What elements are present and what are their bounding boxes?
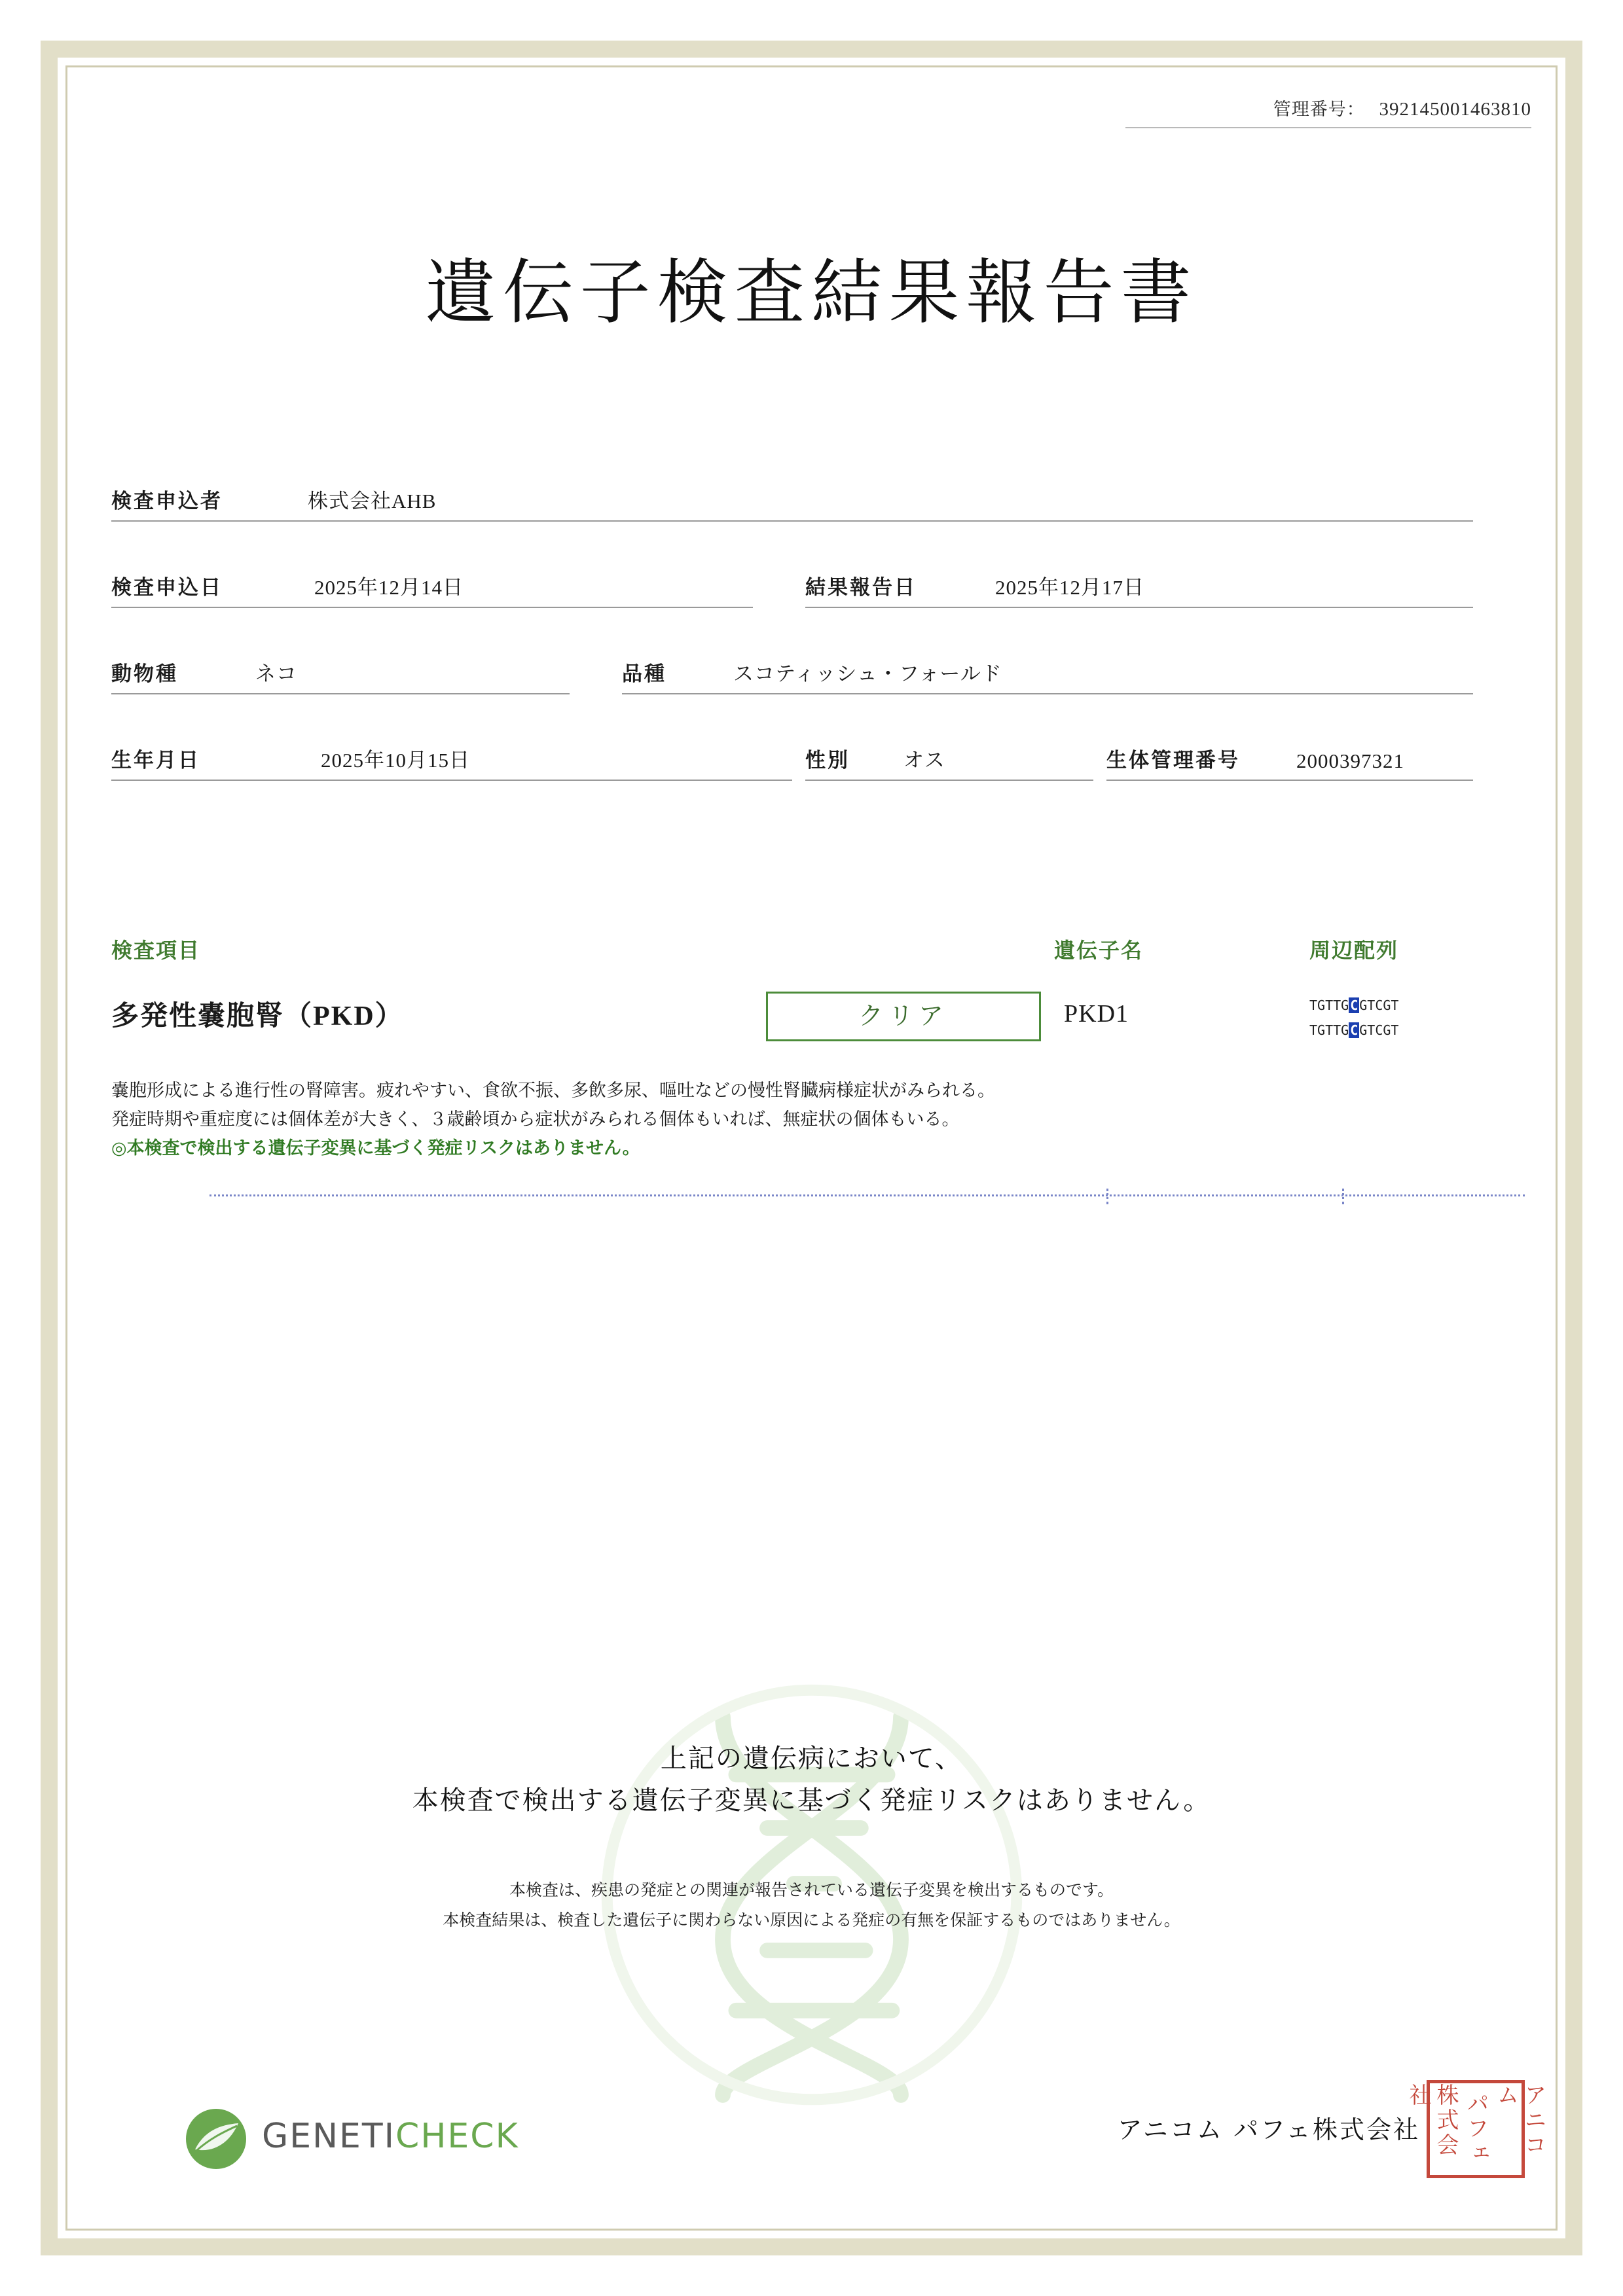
dashed-divider [210, 1194, 1525, 1196]
seq2-highlight: C [1350, 1022, 1359, 1038]
birthdate-label: 生年月日 [111, 749, 200, 772]
breed-label: 品種 [622, 662, 666, 685]
report-date-label: 結果報告日 [805, 576, 917, 599]
sex-label: 性別 [805, 749, 850, 772]
report-date-value: 2025年12月17日 [995, 576, 1144, 599]
info-row-birth [111, 734, 1525, 781]
apply-date-value: 2025年12月14日 [314, 576, 464, 599]
management-number-label: 管理番号： [1273, 99, 1365, 119]
animal-id-value: 2000397321 [1296, 749, 1404, 772]
description-risk-line: ◎本検査で検出する遺伝子変異に基づく発症リスクはありません。 [111, 1138, 640, 1158]
breed-value: スコティッシュ・フォールド [733, 662, 1002, 685]
species-value: ネコ [255, 662, 297, 685]
description-line-2: 発症時期や重症度には個体差が大きく、３歳齢頃から症状がみられる個体もいれば、無症状の個体もいる。 [111, 1109, 960, 1130]
seq1-highlight: C [1350, 997, 1359, 1013]
field-breed [622, 651, 1473, 694]
page-title: 遺伝子検査結果報告書 [425, 252, 1198, 334]
disease-description [111, 1077, 1525, 1163]
seal-column-1: アニコム [1493, 2083, 1546, 2158]
field-sex [805, 738, 1093, 781]
logo-wordmark [262, 2117, 519, 2156]
seal-column-3: 株式会社 [1405, 2083, 1459, 2158]
seq1-suffix: GTCGT [1359, 997, 1399, 1013]
field-birthdate [111, 738, 792, 781]
management-number [1125, 95, 1531, 128]
header-gene-name: 遺伝子名 [1054, 939, 1144, 962]
seq1-prefix: TGTTG [1309, 997, 1349, 1013]
company-name: アニコム パフェ株式会社 [1117, 2115, 1420, 2144]
applicant-info-block [111, 475, 1525, 820]
disclaimer-line-2: 本検査結果は、検査した遺伝子に関わらない原因による発症の有無を保証するものではありません。 [443, 1910, 1180, 1929]
disease-name: 多発性嚢胞腎（PKD） [111, 1001, 404, 1031]
status-badge: クリア [766, 992, 1041, 1041]
sex-value: オス [903, 749, 945, 772]
birthdate-value: 2025年10月15日 [321, 749, 470, 772]
field-species [111, 651, 570, 694]
geneticheck-logo [105, 2100, 537, 2178]
field-report-date [805, 565, 1473, 608]
info-row-species [111, 647, 1525, 694]
seq2-prefix: TGTTG [1309, 1022, 1349, 1038]
result-table-header [111, 933, 1525, 964]
disclaimer-block [92, 1875, 1531, 1935]
applicant-value: 株式会社AHB [308, 490, 437, 512]
logo-word-a: GENETI [262, 2117, 396, 2156]
field-animal-id [1106, 738, 1473, 781]
sequence-allele-2 [1309, 1018, 1398, 1043]
info-row-applicant [111, 475, 1525, 522]
species-label: 動物種 [111, 662, 178, 685]
management-number-value: 392145001463810 [1379, 99, 1531, 120]
info-row-dates [111, 561, 1525, 608]
report-content [92, 82, 1546, 2204]
conclusion-block [92, 1738, 1531, 1821]
table-row [111, 985, 1525, 1057]
sequence-block [1309, 993, 1398, 1043]
header-test-item: 検査項目 [111, 939, 201, 962]
field-applicant [111, 478, 1473, 522]
seal-column-2: パフェ [1463, 2092, 1489, 2166]
apply-date-label: 検査申込日 [111, 576, 223, 599]
header-surrounding-sequence: 周辺配列 [1309, 939, 1399, 962]
animal-id-label: 生体管理番号 [1106, 749, 1240, 772]
seq2-suffix: GTCGT [1359, 1022, 1399, 1038]
disclaimer-line-1: 本検査は、疾患の発症との関連が報告されている遺伝子変異を検出するものです。 [509, 1880, 1114, 1899]
field-apply-date [111, 565, 753, 608]
sequence-allele-1 [1309, 993, 1398, 1018]
logo-word-b: CHECK [395, 2117, 519, 2156]
gene-name: PKD1 [1064, 1000, 1129, 1028]
leaf-logo-icon [183, 2106, 249, 2172]
description-line-1: 嚢胞形成による進行性の腎障害。疲れやすい、食欲不振、多飲多尿、嘔吐などの慢性腎臓病様症状がみられる。 [111, 1081, 995, 1101]
company-seal [1405, 2080, 1546, 2178]
conclusion-line-2: 本検査で検出する遺伝子変異に基づく発症リスクはありません。 [412, 1785, 1211, 1816]
conclusion-line-1: 上記の遺伝病において、 [660, 1744, 963, 1774]
applicant-label: 検査申込者 [111, 490, 223, 512]
